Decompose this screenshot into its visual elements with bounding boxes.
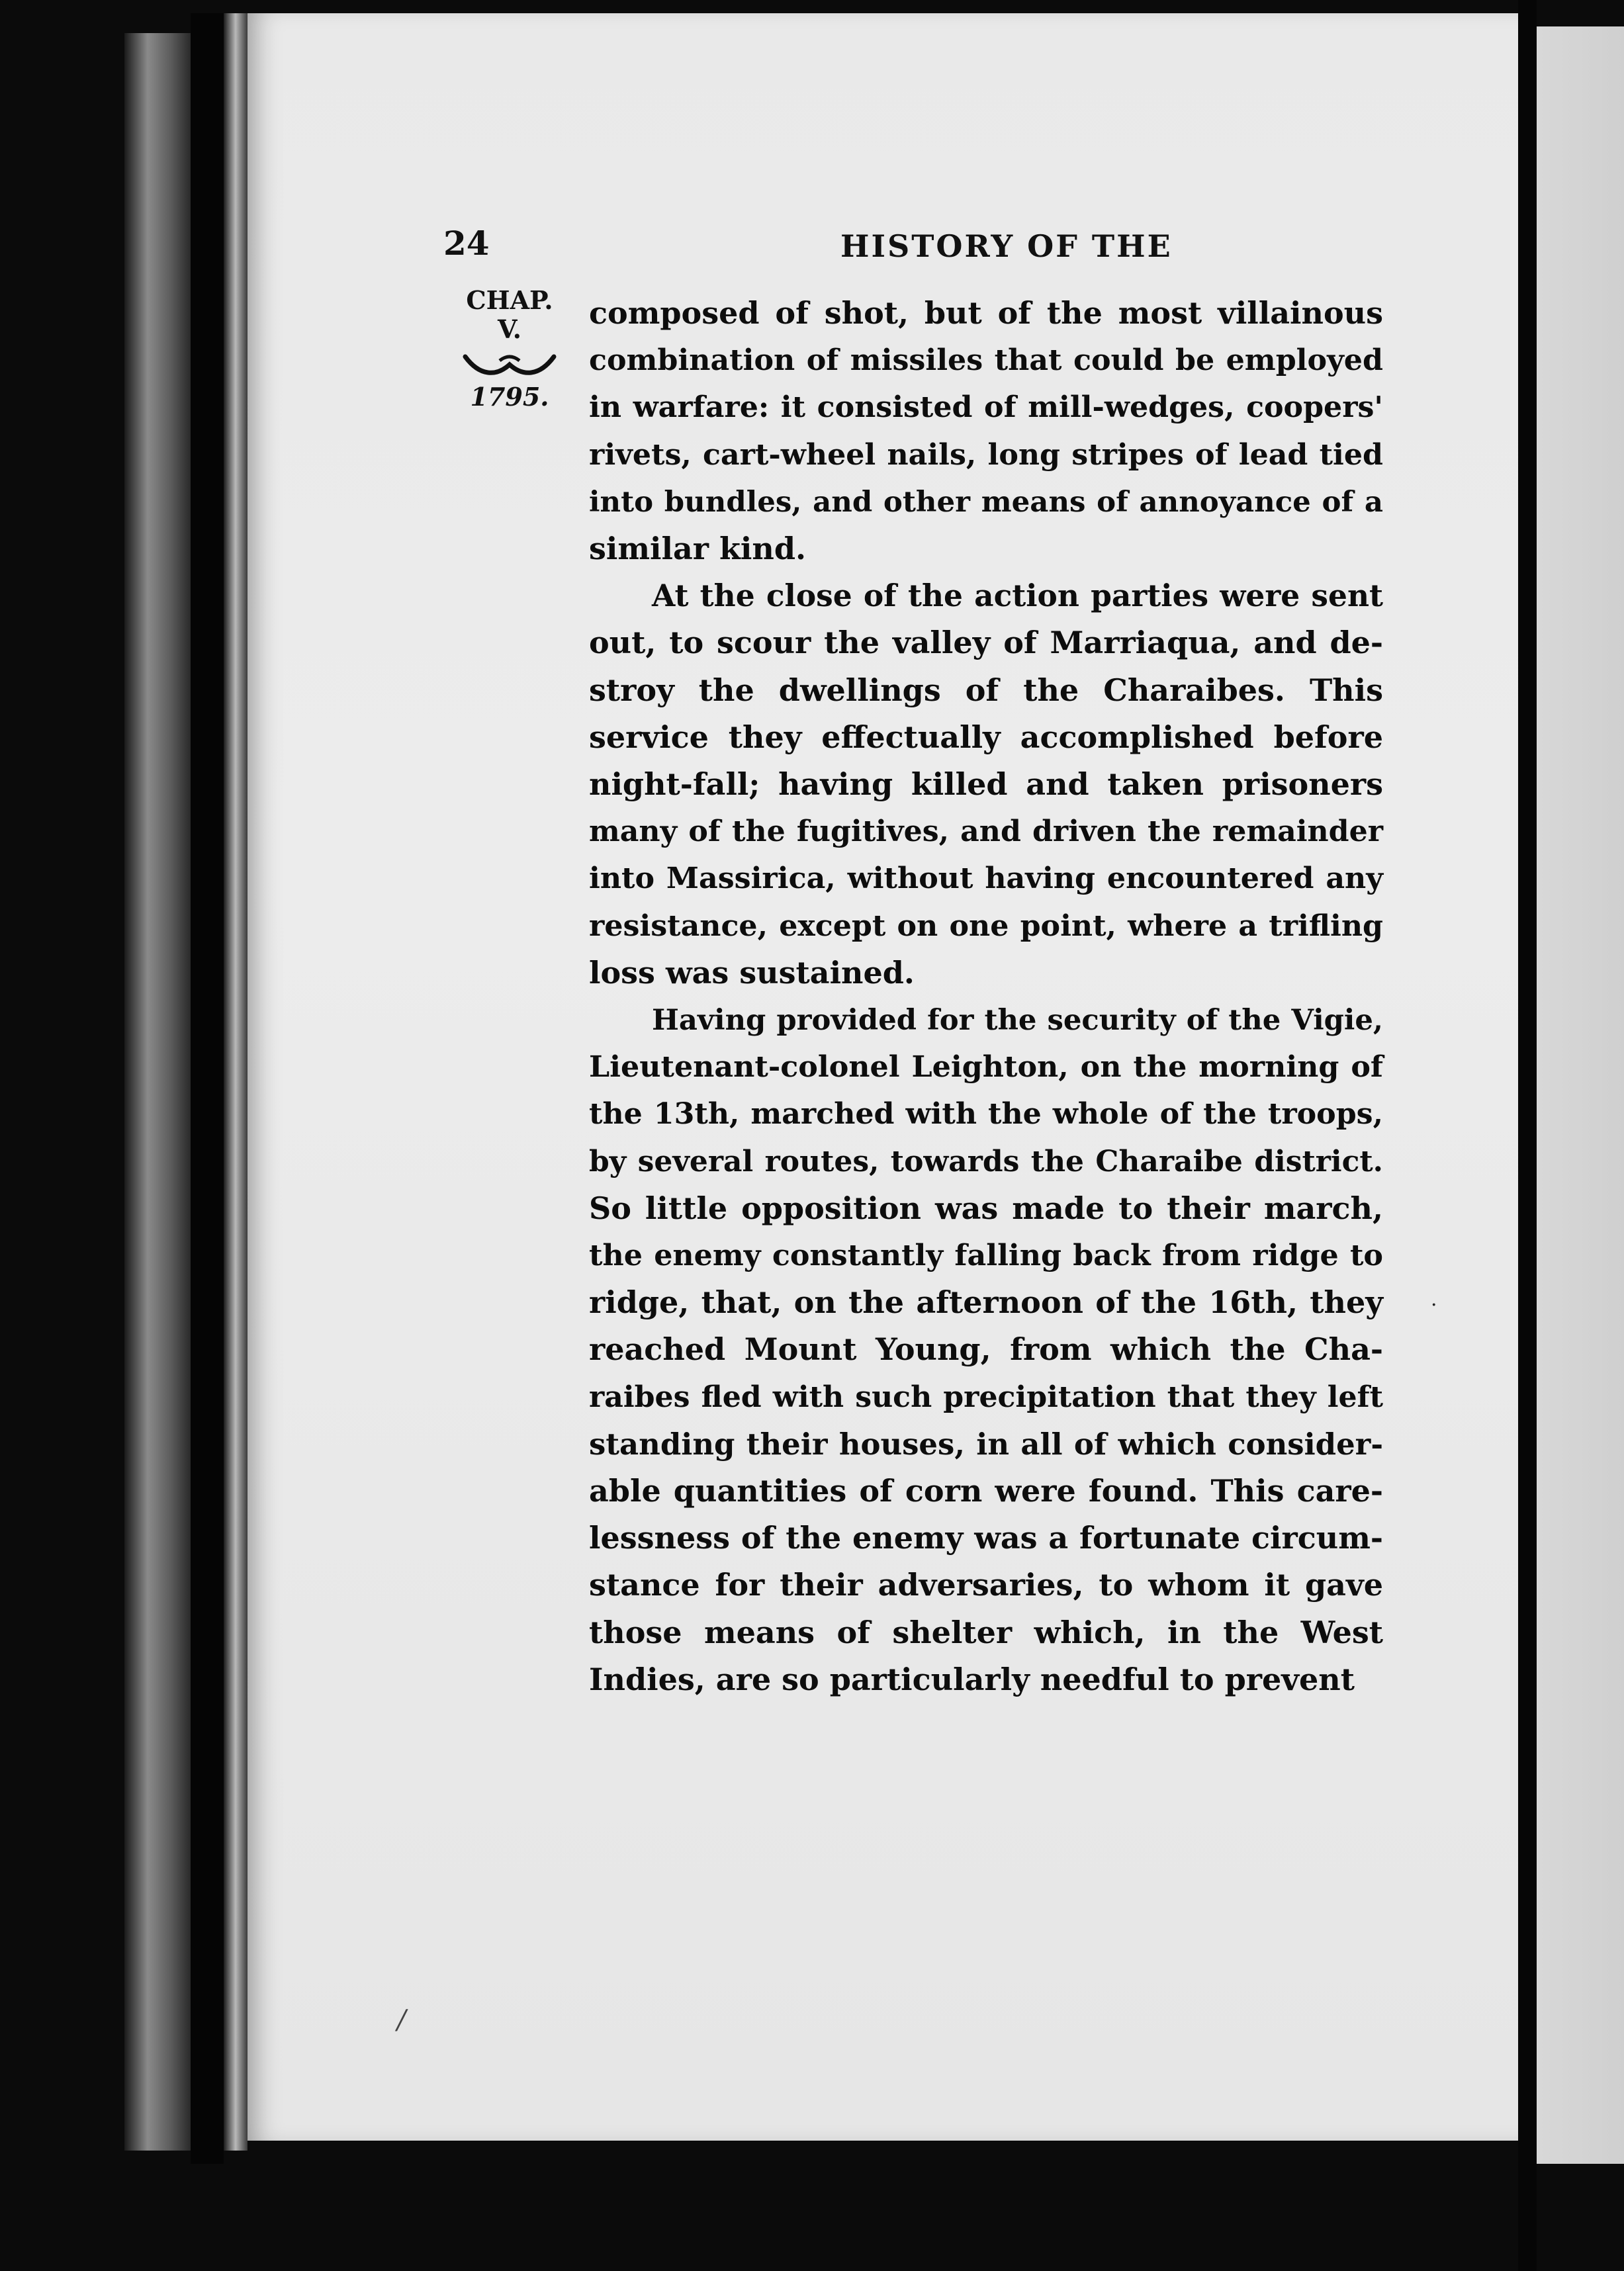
book-spine-shadow	[124, 33, 191, 2151]
text-line: able quantities of corn were found. This care-	[589, 1473, 1383, 1509]
paragraph	[589, 572, 1383, 997]
chapter-label: CHAP.	[466, 285, 553, 315]
paragraph	[589, 997, 1383, 1703]
text-line: service they effectually accomplished before	[589, 719, 1383, 755]
stray-mark-tick: /	[397, 2005, 406, 2035]
page-edge	[224, 13, 248, 2151]
text-line: stroy the dwellings of the Charaibes. This	[589, 672, 1383, 708]
body-text	[589, 290, 1383, 1703]
text-line: loss was sustained.	[589, 954, 915, 991]
page-number: 24	[443, 224, 490, 263]
chapter-number: V.	[497, 314, 522, 344]
text-line: the enemy constantly falling back from ridge to	[589, 1238, 1383, 1273]
year-label: 1795.	[470, 382, 549, 412]
margin-note	[457, 286, 563, 412]
paragraph	[589, 290, 1383, 572]
text-line: similar kind.	[589, 531, 807, 567]
text-line: reached Mount Young, from which the Cha-	[589, 1331, 1383, 1368]
gutter-shadow	[1518, 0, 1537, 2271]
brace-ornament-icon	[460, 345, 559, 382]
text-line: Lieutenant-colonel Leighton, on the morning of	[589, 1049, 1383, 1085]
text-line: So little opposition was made to their march,	[589, 1190, 1383, 1226]
text-line: ridge, that, on the afternoon of the 16th, they	[589, 1284, 1383, 1321]
text-line: lessness of the enemy was a fortunate circum-	[589, 1520, 1383, 1556]
text-line: raibes fled with such precipitation that they left	[589, 1380, 1383, 1414]
text-line: combination of missiles that could be employed	[589, 343, 1383, 378]
text-line: in warfare: it consisted of mill-wedges, coopers'	[589, 390, 1383, 425]
text-line: At the close of the action parties were sent	[652, 578, 1383, 614]
spine-gap	[191, 13, 224, 2164]
text-line: composed of shot, but of the most villainous	[589, 295, 1383, 331]
text-line: many of the fugitives, and driven the remainder	[589, 814, 1383, 849]
text-line: rivets, cart-wheel nails, long stripes of lead tied	[589, 437, 1383, 472]
text-line: the 13th, marched with the whole of the troops,	[589, 1096, 1383, 1132]
text-line: Having provided for the security of the Vigie,	[652, 1003, 1383, 1038]
text-line: stance for their adversaries, to whom it gave	[589, 1567, 1383, 1603]
stray-mark-dot: ·	[1431, 1294, 1437, 1317]
text-line: night-fall; having killed and taken prisoners	[589, 766, 1383, 803]
text-line: by several routes, towards the Charaibe district.	[589, 1144, 1383, 1179]
running-title: HISTORY OF THE	[840, 228, 1173, 264]
text-line: into Massirica, without having encountered any	[589, 861, 1383, 896]
text-line: Indies, are so particularly needful to prevent	[589, 1661, 1355, 1697]
text-line: out, to scour the valley of Marriaqua, and de-	[589, 625, 1383, 661]
facing-page-edge	[1537, 26, 1624, 2164]
text-line: those means of shelter which, in the West	[589, 1614, 1383, 1650]
text-line: into bundles, and other means of annoyance of a	[589, 484, 1383, 519]
text-line: resistance, except on one point, where a trifling	[589, 908, 1383, 943]
text-line: standing their houses, in all of which consider-	[589, 1426, 1383, 1462]
